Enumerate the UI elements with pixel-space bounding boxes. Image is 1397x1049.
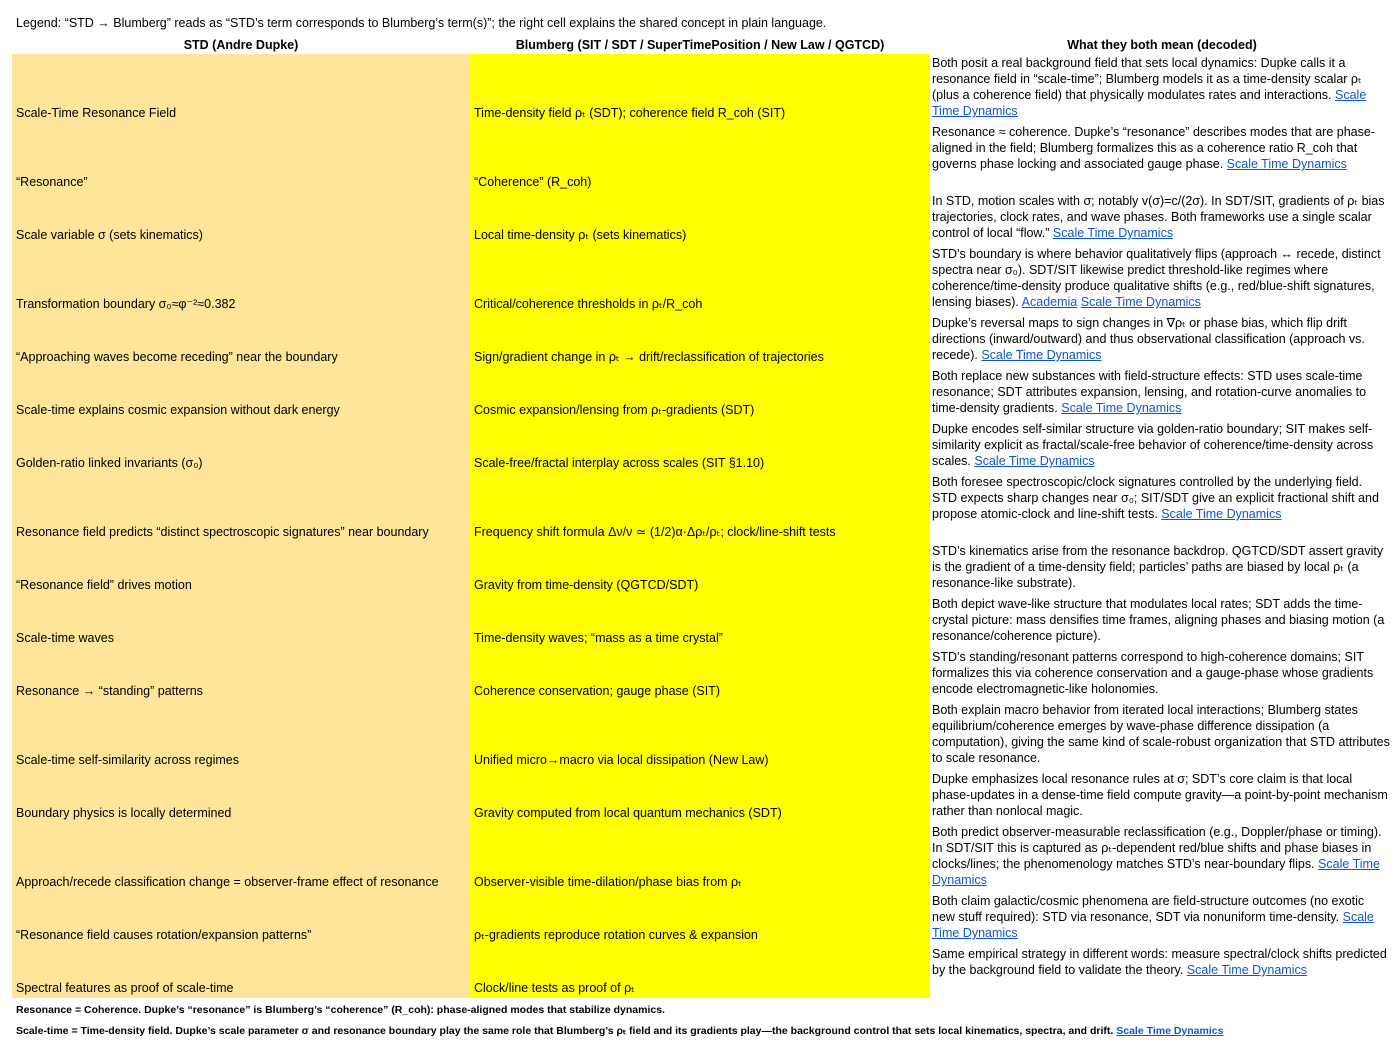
meaning-text: In STD, motion scales with σ; notably v(σ)=c/(2σ). In SDT/SIT, gradients of ρₜ bias trajectories, clock rates, and wave phases. Both frameworks use a single scalar control of local “flow.”	[932, 194, 1385, 240]
std-term: Resonance → “standing” patterns	[16, 684, 203, 698]
meaning-text: STD’s boundary is where behavior qualitatively flips (approach ↔ recede, distinct spectra near σ₀). SDT/SIT likewise predict threshold-like regimes where coherence/time-density produce qualitative shifts (e.g., red/blue-shift signatures, lensing biases).	[932, 247, 1381, 309]
std-term: “Approaching waves become receding” near the boundary	[16, 350, 338, 364]
std-term-cell	[12, 595, 470, 648]
table-row	[12, 420, 1394, 473]
meaning-text: Both foresee spectroscopic/clock signatures controlled by the underlying field. STD expects sharp changes near σ₀; SIT/SDT give an explicit fractional shift and propose atomic-clock and line-shift tests.	[932, 475, 1379, 521]
std-term-cell	[12, 648, 470, 701]
meaning-text: Resonance ≈ coherence. Dupke’s “resonance” describes modes that are phase-aligned in the field; Blumberg formalizes this as a coherence ratio R_coh that governs phase locking and associated gauge phase.	[932, 125, 1375, 171]
meaning-text: Both predict observer-measurable reclassification (e.g., Doppler/phase or timing). In SDT/SIT this is captured as ρₜ-dependent red/blue shifts and phase biases in clocks/lines; the phenomenology matches STD’s near-boundary flips.	[932, 825, 1382, 871]
table-row	[12, 54, 1394, 123]
blumberg-term-cell	[470, 770, 930, 823]
source-link[interactable]: Scale Time Dynamics	[981, 348, 1102, 362]
blumberg-term: Time-density field ρₜ (SDT); coherence field R_coh (SIT)	[474, 106, 786, 120]
std-term-cell	[12, 54, 470, 123]
table-row	[12, 473, 1394, 542]
blumberg-term-cell	[470, 245, 930, 314]
std-term-cell	[12, 892, 470, 945]
std-term-cell	[12, 192, 470, 245]
meaning-cell	[930, 892, 1394, 945]
table-row	[12, 314, 1394, 367]
std-term: Resonance field predicts “distinct spectroscopic signatures” near boundary	[16, 525, 429, 539]
blumberg-term-cell	[470, 192, 930, 245]
std-term-cell	[12, 945, 470, 998]
blumberg-term: Frequency shift formula Δν/ν ≃ (1/2)α·Δρₜ/ρₜ; clock/line-shift tests	[474, 525, 836, 539]
meaning-cell	[930, 54, 1394, 123]
table-row	[12, 648, 1394, 701]
std-term-cell	[12, 701, 470, 770]
meaning-text: STD’s standing/resonant patterns correspond to high-coherence domains; SIT formalizes this via coherence conservation and a gauge-phase whose gradients encode electromagnetic-like holonomies.	[932, 650, 1374, 696]
std-term-cell	[12, 245, 470, 314]
blumberg-term-cell	[470, 54, 930, 123]
blumberg-term-cell	[470, 823, 930, 892]
table-row	[12, 945, 1394, 998]
std-term: Scale-time explains cosmic expansion without dark energy	[16, 403, 340, 417]
meaning-text: Both explain macro behavior from iterated local interactions; Blumberg states equilibrium/coherence emerges by wave-phase difference dissipation (a computation), giving the same kind of scale-robust organization that STD attributes to scale resonance.	[932, 703, 1390, 765]
table-row	[12, 823, 1394, 892]
blumberg-term: Clock/line tests as proof of ρₜ	[474, 981, 635, 995]
source-link[interactable]: Scale Time Dynamics	[974, 454, 1095, 468]
source-link[interactable]: Scale Time Dynamics	[1080, 295, 1201, 309]
blumberg-term: Gravity computed from local quantum mechanics (SDT)	[474, 806, 782, 820]
blumberg-term: Gravity from time-density (QGTCD/SDT)	[474, 578, 699, 592]
std-term: Boundary physics is locally determined	[16, 806, 232, 820]
table-row	[12, 245, 1394, 314]
source-link[interactable]: Scale Time Dynamics	[1226, 157, 1347, 171]
std-term-cell	[12, 823, 470, 892]
blumberg-term: Critical/coherence thresholds in ρₜ/R_coh	[474, 297, 703, 311]
blumberg-term: Observer-visible time-dilation/phase bias from ρₜ	[474, 875, 742, 889]
meaning-text: Both posit a real background field that sets local dynamics: Dupke calls it a resonance field in “scale-time”; Blumberg models it as a time-density scalar ρₜ (plus a coherence field) that physically modulates rates and interactions.	[932, 56, 1362, 102]
source-link[interactable]: Scale Time Dynamics	[1061, 401, 1182, 415]
blumberg-term: Cosmic expansion/lensing from ρₜ-gradients (SDT)	[474, 403, 755, 417]
blumberg-term-cell	[470, 473, 930, 542]
blumberg-term-cell	[470, 123, 930, 192]
meaning-text: Dupke’s reversal maps to sign changes in ∇ρₜ or phase bias, which flip drift directions (inward/outward) and thus observational classification (approach vs. recede).	[932, 316, 1365, 362]
meaning-cell	[930, 701, 1394, 770]
blumberg-term-cell	[470, 314, 930, 367]
blumberg-term: Local time-density ρₜ (sets kinematics)	[474, 228, 687, 242]
blumberg-term-cell	[470, 542, 930, 595]
blumberg-term: Sign/gradient change in ρₜ → drift/reclassification of trajectories	[474, 350, 824, 364]
blumberg-term-cell	[470, 648, 930, 701]
blumberg-term-cell	[470, 420, 930, 473]
footnote-text: Scale-time = Time-density field. Dupke’s scale parameter σ and resonance boundary play the same role that Blumberg’s ρₜ field and its gradients play—the background control that sets local kinematics, spectra, and drift.	[16, 1025, 1114, 1037]
std-term: “Resonance field causes rotation/expansion patterns”	[16, 928, 312, 942]
table-row	[12, 123, 1394, 192]
meaning-cell	[930, 245, 1394, 314]
source-link[interactable]: Scale Time Dynamics	[932, 857, 1380, 887]
meaning-cell	[930, 192, 1394, 245]
table-row	[12, 770, 1394, 823]
meaning-text: Same empirical strategy in different words: measure spectral/clock shifts predicted by the background field to validate the theory.	[932, 947, 1387, 977]
blumberg-term: Coherence conservation; gauge phase (SIT)	[474, 684, 720, 698]
table-row	[12, 192, 1394, 245]
std-term: Scale-time self-similarity across regimes	[16, 753, 239, 767]
footnote-text: Resonance = Coherence. Dupke’s “resonance” is Blumberg’s “coherence” (R_coh): phase-aligned modes that stabilize dynamics.	[16, 1004, 665, 1016]
std-term-cell	[12, 542, 470, 595]
footnote-link[interactable]: Scale Time Dynamics	[1116, 1025, 1224, 1037]
std-term-cell	[12, 367, 470, 420]
std-term: Transformation boundary σ₀≈φ⁻²≈0.382	[16, 297, 236, 311]
source-link[interactable]: Academia	[1021, 295, 1078, 309]
std-term: Approach/recede classification change = observer-frame effect of resonance	[16, 875, 439, 889]
blumberg-term: “Coherence” (R_coh)	[474, 175, 592, 189]
table-row	[12, 367, 1394, 420]
legend: Legend: “STD → Blumberg” reads as “STD’s term corresponds to Blumberg’s term(s)”; the right cell explains the shared concept in plain language.	[16, 16, 827, 30]
std-term: Scale variable σ (sets kinematics)	[16, 228, 203, 242]
std-term-cell	[12, 123, 470, 192]
meaning-cell	[930, 542, 1394, 595]
meaning-text: Both claim galactic/cosmic phenomena are field-structure outcomes (no exotic new stuff required): STD via resonance, SDT via nonuniform time-density.	[932, 894, 1365, 924]
blumberg-term-cell	[470, 367, 930, 420]
meaning-cell	[930, 420, 1394, 473]
std-term-cell	[12, 420, 470, 473]
std-term: Spectral features as proof of scale-time	[16, 981, 234, 995]
std-term: “Resonance field” drives motion	[16, 578, 192, 592]
meaning-text: Both depict wave-like structure that modulates local rates; SDT adds the time-crystal picture: mass densifies time frames, aligning phases and biasing motion (a resonance/coherence picture).	[932, 597, 1385, 643]
blumberg-term-cell	[470, 945, 930, 998]
meaning-text: Dupke emphasizes local resonance rules at σ; SDT’s core claim is that local phase-updates in a dense-time field compute gravity—a point-by-point mechanism rather than nonlocal magic.	[932, 772, 1388, 818]
header-std: STD (Andre Dupke)	[183, 38, 299, 52]
blumberg-term: Time-density waves; “mass as a time crystal”	[474, 631, 723, 645]
meaning-text: Dupke encodes self-similar structure via golden-ratio boundary; SIT makes self-similarity explicit as fractal/scale-free behavior of coherence/time-density across scales.	[932, 422, 1374, 468]
footnote-scale-time	[16, 1025, 1223, 1037]
table-body	[12, 54, 1394, 998]
source-link[interactable]: Scale Time Dynamics	[1052, 226, 1174, 240]
footnote-resonance	[16, 1004, 665, 1016]
meaning-cell	[930, 770, 1394, 823]
source-link[interactable]: Scale Time Dynamics	[1186, 963, 1307, 977]
blumberg-term-cell	[470, 595, 930, 648]
meaning-cell	[930, 648, 1394, 701]
std-term-cell	[12, 770, 470, 823]
comparison-table	[12, 36, 1394, 998]
meaning-cell	[930, 123, 1394, 192]
table-row	[12, 542, 1394, 595]
std-term: Golden-ratio linked invariants (σ₀)	[16, 456, 203, 470]
source-link[interactable]: Scale Time Dynamics	[932, 88, 1367, 118]
source-link[interactable]: Scale Time Dynamics	[932, 910, 1374, 940]
meaning-cell	[930, 314, 1394, 367]
meaning-text: Both replace new substances with field-structure effects: STD uses scale-time resonance; SDT attributes expansion, lensing, and rotation-curve anomalies to time-density gradients.	[932, 369, 1367, 415]
std-term: Scale-time waves	[16, 631, 114, 645]
std-term-cell	[12, 473, 470, 542]
table-header	[12, 36, 1394, 54]
source-link[interactable]: Scale Time Dynamics	[1161, 507, 1282, 521]
meaning-cell	[930, 595, 1394, 648]
header-meaning: What they both mean (decoded)	[1067, 38, 1257, 52]
blumberg-term: Unified micro→macro via local dissipation (New Law)	[474, 753, 769, 767]
blumberg-term: Scale-free/fractal interplay across scales (SIT §1.10)	[474, 456, 765, 470]
blumberg-term-cell	[470, 701, 930, 770]
table-row	[12, 892, 1394, 945]
table-row	[12, 701, 1394, 770]
std-term: “Resonance”	[16, 175, 88, 189]
meaning-text: STD’s kinematics arise from the resonance backdrop. QGTCD/SDT assert gravity is the gradient of a time-density field; particles’ paths are biased by local ρₜ (a resonance-like substrate).	[932, 544, 1384, 590]
meaning-cell	[930, 945, 1394, 998]
meaning-cell	[930, 473, 1394, 542]
blumberg-term-cell	[470, 892, 930, 945]
blumberg-term: ρₜ-gradients reproduce rotation curves & expansion	[474, 928, 758, 942]
table-row	[12, 595, 1394, 648]
header-blumberg: Blumberg (SIT / SDT / SuperTimePosition / New Law / QGTCD)	[515, 38, 885, 52]
std-term: Scale-Time Resonance Field	[16, 106, 177, 120]
meaning-cell	[930, 823, 1394, 892]
meaning-cell	[930, 367, 1394, 420]
std-term-cell	[12, 314, 470, 367]
